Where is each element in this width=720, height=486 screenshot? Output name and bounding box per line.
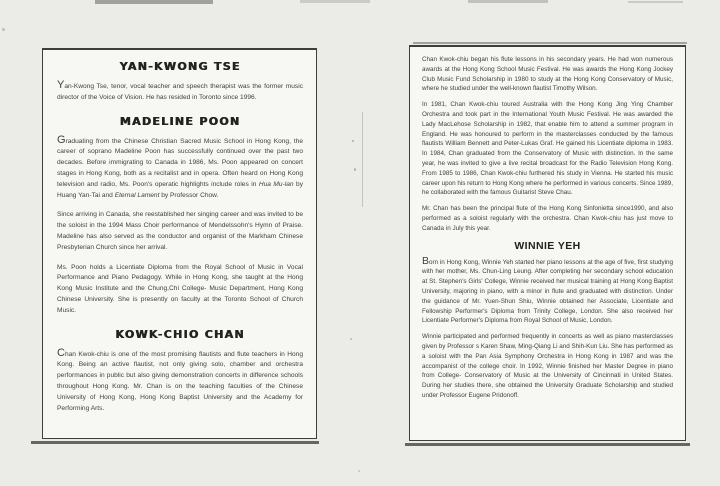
paragraph-text: orn in Hong Kong, Winnie Yeh started her piano lessons at the age of five, first studying with her mother, Ms. Chun-Ling Leung. After completing her secondary school education at St. Stephen's Girls' College, Winnie received her musical training at Hong Kong Baptist University, majoring in piano, with a minor in flute and graduated with distinction. Under the guidance of Mr. Yuen-Shun Shiu, Winnie obtained her Associate, Licentiate and Fellowship Performer's Diploma from Trinity College, London. She also received her Licentiate Performer's Diploma from Royal School of Music, London. (422, 258, 673, 325)
scan-artifact (468, 0, 548, 3)
paragraph-text: Since arriving in Canada, she reestablished her singing career and was invited to be the soloist in the 1994 Mass Choir performance of Mendelssohn's Hymn of Praise. Madeline has also served as the conductor and organist of the Markham Chinese Presbyterian Church since her arrival. (57, 211, 303, 251)
paragraph-text: raduating from the Chinese Christian Sacred Music School in Hong Kong, the career of soprano Madeline Poon has successfully continued over the past two decades. Before immigrating to Canada in 1986, Ms. Poon appeared on concert stages in Hong Kong, both as a recitalist and in opera. Often heard on Hong Kong television and radio, Ms. Poon's operatic highlights include roles in Hua Mu-lan by Huang Yan-Tai and Eternal Lament by Professor Chow. (57, 137, 303, 199)
bio-paragraph-poon-2 (57, 210, 303, 253)
scan-speck (352, 140, 354, 142)
page-shadow-line (413, 42, 687, 44)
scan-speck (2, 28, 5, 31)
bio-paragraph-yeh-1 (422, 254, 673, 327)
paragraph-text: an-Kwong Tse, tenor, vocal teacher and speech therapist was the former music director of the Voice of Vision. He has resided in Toronto since 1996. (57, 83, 303, 101)
heading-madeline-poon: MADELINE POON (119, 114, 241, 128)
heading-winnie-yeh: WINNIE YEH (514, 239, 581, 252)
drop-cap: C (57, 346, 65, 359)
drop-cap: G (57, 133, 66, 146)
bio-paragraph-chan-cont-3 (422, 204, 673, 233)
scan-artifact (95, 0, 213, 4)
page-right (409, 45, 686, 441)
scan-speck (354, 168, 356, 171)
scan-artifact (300, 0, 370, 3)
bio-paragraph-chan-cont-1 (422, 55, 673, 94)
scan-artifact (628, 1, 683, 3)
page-left (42, 48, 317, 439)
scan-speck (358, 470, 360, 472)
paragraph-text: Winnie participated and performed frequently in concerts as well as piano masterclasses given by Professor s Karen Shaw, Ming-Qiang Li and Shih-Kun Liu. She has performed as a soloist with the Pan Asia Symphony Orchestra in Hong Kong in 1987 and was the accompanist of the college choir. In 1992, Winnie finished her Master Degree in piano from College- Conservatory of Music at the University of Cincinnati in United States. During her studies there, she obtained the University Graduate Scholarship and studied under Professor Eugene Pridonoff. (422, 333, 673, 399)
heading-yan-kwong-tse: YAN-KWONG TSE (119, 60, 241, 73)
heading-kowk-chio-chan: KOWK-CHIO CHAN (115, 327, 245, 341)
bio-paragraph-poon-1 (57, 133, 303, 202)
scan-speck (350, 338, 352, 340)
bio-paragraph-yeh-2 (422, 332, 673, 401)
paragraph-text: In 1981, Chan Kwok-chiu toured Australia with the Hong Kong Jing Ying Chamber Orchestra and took part in the International Youth Music Festival. He was awarded the Lady MacLehose Scholarship in 1982, that enable him to attend a summer program in England. He was honoured to perform in the masterclasses conducted by the famous flautists William Bennett and Peter-Lukas Graf. He gained his Licentiate diploma in 1983. In 1984, Chan graduated from the Conservatory of Music with distinction. In the same year, he was invited to give a live recital broadcast for the Radio Television Hong Kong. From 1985 to 1986, Chan Kwok-chiu furthered his study in Vienna. He started his music career upon his return to Hong Kong where he performed in various concerts. Since 1989, he collaborated with the famous Guitarist Steve Chau. (422, 101, 673, 197)
page-shadow-line (31, 441, 319, 444)
page-shadow-line (405, 443, 690, 446)
paragraph-text: Ms. Poon holds a Licentiate Diploma from the Royal School of Music in Vocal Performance and Piano Pedagogy. While in Hong Kong, she taught at the Hong Kong Music Institute and the Chung,Chi College- Music Department, Hong Kong Chinese University. She is presently on faculty at the Toronto School of Church Music. (57, 263, 303, 314)
bio-paragraph-chan (57, 346, 303, 415)
paragraph-text: Chan Kwok-chiu began his flute lessons in his secondary years. He had won numerous awards at the Hong Kong School Music Festival. He was awards the Hong Kong Jockey Club Music Fund Scholarship in 1980 to study at the Hong Kong Conservatory of Music, where he studied under the well-known flautist Timothy Wilson. (422, 56, 673, 93)
drop-cap: B (422, 254, 430, 267)
paragraph-text: Mr. Chan has been the principal flute of the Hong Kong Sinfonietta since1990, and also performed as a soloist regularly with the orchestra. Chan Kwok-chiu has just move to Canada in July this year. (422, 205, 673, 232)
bio-paragraph-tse (57, 79, 303, 104)
paragraph-text: han Kwok-chiu is one of the most promising flautists and flute teachers in Hong Kong. Being an active flautist, not only giving solo, chamber and orchestra performances in public but also giving demonstration concerts in difference schools throughout Hong Kong. Mr. Chan is on the teaching faculties of the Chinese University of Hong Kong, Hong Kong Baptist University and the Academy for Performing Arts. (57, 350, 303, 412)
bio-paragraph-chan-cont-2 (422, 100, 673, 198)
bio-paragraph-poon-3 (57, 263, 303, 317)
scan-artifact (362, 112, 363, 207)
drop-cap: Y (57, 79, 65, 91)
